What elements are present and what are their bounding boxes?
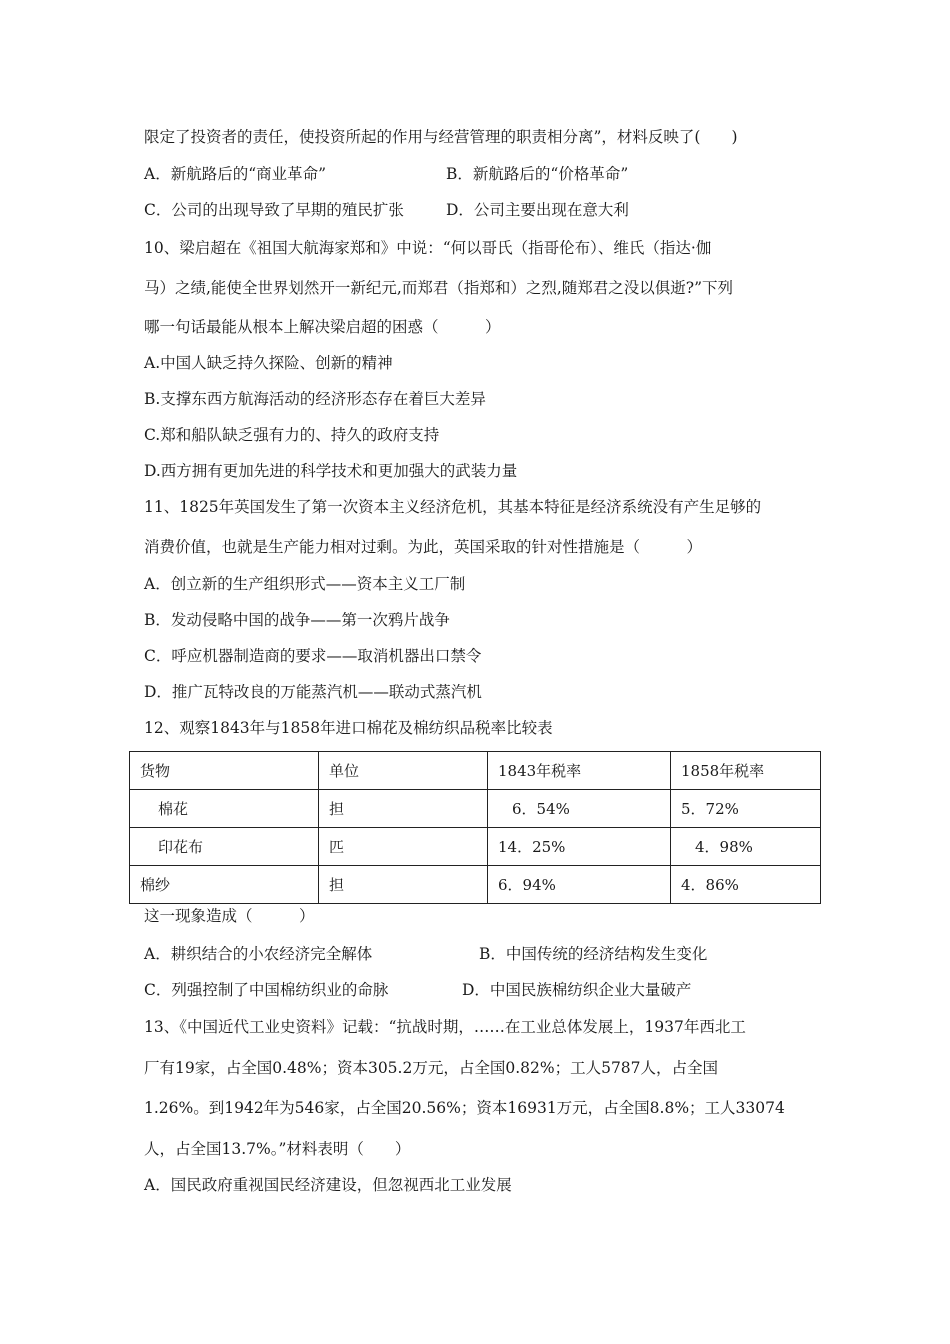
table-cell: 担 — [319, 866, 488, 904]
table-cell: 棉纱 — [130, 866, 319, 904]
table-header-cell: 货物 — [130, 752, 319, 790]
table-row — [130, 790, 821, 828]
option-13a: A．国民政府重视国民经济建设，但忽视西北工业发展 — [144, 1176, 512, 1194]
table-header-cell: 1843年税率 — [488, 752, 671, 790]
option-12b: B．中国传统的经济结构发生变化 — [479, 945, 708, 963]
question-13-stem-1: 13、《中国近代工业史资料》记载：“抗战时期，……在工业总体发展上，1937年西北工 — [144, 1018, 746, 1036]
option-9b: B．新航路后的“价格革命” — [446, 165, 629, 183]
option-11b: B．发动侵略中国的战争——第一次鸦片战争 — [144, 611, 450, 629]
question-10-stem-2: 马）之绩,能使全世界划然开一新纪元,而郑君（指郑和）之烈,随郑君之没以俱逝?”下列 — [144, 279, 734, 297]
option-12c: C．列强控制了中国棉纺织业的命脉 — [144, 981, 389, 999]
question-11-stem-2: 消费价值，也就是生产能力相对过剩。为此，英国采取的针对性措施是（ ） — [144, 538, 703, 556]
tax-rate-table — [129, 751, 821, 904]
question-13-stem-3: 1.26%。到1942年为546家，占全国20.56%；资本16931万元，占全国8.8%；工人33074 — [144, 1099, 785, 1117]
table-header-cell: 单位 — [319, 752, 488, 790]
option-10a: A.中国人缺乏持久探险、创新的精神 — [144, 354, 393, 372]
option-11c: C．呼应机器制造商的要求——取消机器出口禁令 — [144, 647, 482, 665]
table-cell: 4．86% — [671, 866, 821, 904]
table-cell: 担 — [319, 790, 488, 828]
table-row — [130, 828, 821, 866]
option-11a: A．创立新的生产组织形式——资本主义工厂制 — [144, 575, 466, 593]
table-cell: 匹 — [319, 828, 488, 866]
option-12d: D．中国民族棉纺织企业大量破产 — [462, 981, 692, 999]
option-9c: C．公司的出现导致了早期的殖民扩张 — [144, 201, 404, 219]
table-header-row — [130, 752, 821, 790]
option-9d: D．公司主要出现在意大利 — [446, 201, 629, 219]
table-cell: 6．54% — [488, 790, 671, 828]
option-9a: A．新航路后的“商业革命” — [144, 165, 327, 183]
option-10d: D.西方拥有更加先进的科学技术和更加强大的武装力量 — [144, 462, 518, 480]
question-12-followup: 这一现象造成（ ） — [144, 907, 315, 925]
option-12a: A．耕织结合的小农经济完全解体 — [144, 945, 373, 963]
table-header-cell: 1858年税率 — [671, 752, 821, 790]
table-cell: 14．25% — [488, 828, 671, 866]
question-12-stem: 12、观察1843年与1858年进口棉花及棉纺织品税率比较表 — [144, 719, 553, 737]
table-cell: 5．72% — [671, 790, 821, 828]
question-9-stem-end: 限定了投资者的责任，使投资所起的作用与经营管理的职责相分离”，材料反映了( ) — [144, 128, 738, 146]
option-11d: D．推广瓦特改良的万能蒸汽机——联动式蒸汽机 — [144, 683, 482, 701]
question-10-stem-3: 哪一句话最能从根本上解决梁启超的困惑（ ） — [144, 318, 501, 336]
table-row — [130, 866, 821, 904]
question-10-stem-1: 10、梁启超在《祖国大航海家郑和》中说：“何以哥氏（指哥伦布）、维氏（指达·伽 — [144, 239, 712, 257]
option-10c: C.郑和船队缺乏强有力的、持久的政府支持 — [144, 426, 440, 444]
question-13-stem-4: 人，占全国13.7%。”材料表明（ ） — [144, 1140, 411, 1158]
table-cell: 6．94% — [488, 866, 671, 904]
question-13-stem-2: 厂有19家，占全国0.48%；资本305.2万元，占全国0.82%；工人5787人，占全国 — [144, 1059, 719, 1077]
question-11-stem-1: 11、1825年英国发生了第一次资本主义经济危机，其基本特征是经济系统没有产生足够的 — [144, 498, 762, 516]
table-cell: 印花布 — [130, 828, 319, 866]
table-cell: 4．98% — [671, 828, 821, 866]
option-10b: B.支撑东西方航海活动的经济形态存在着巨大差异 — [144, 390, 486, 408]
table-cell: 棉花 — [130, 790, 319, 828]
